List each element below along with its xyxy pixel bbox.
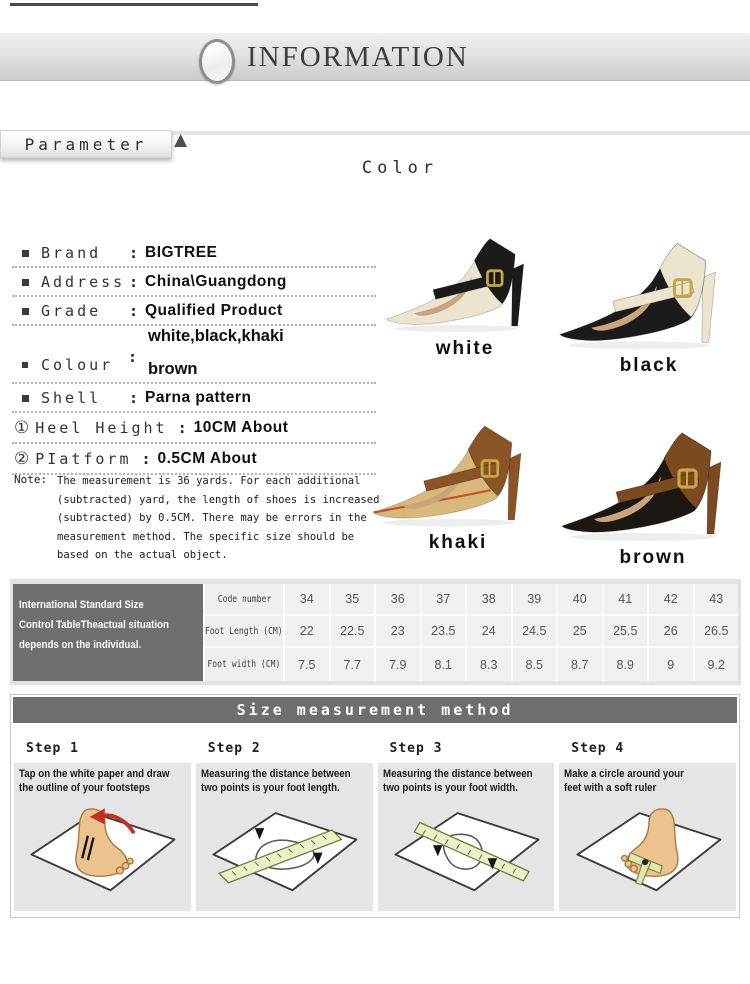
soft-ruler-illustration bbox=[568, 799, 728, 895]
method-steps bbox=[11, 741, 739, 911]
table-cell: 40 bbox=[558, 584, 602, 614]
table-cell: 25.5 bbox=[604, 616, 648, 646]
spec-value: Qualified Product bbox=[145, 302, 283, 319]
table-cell: 34 bbox=[285, 584, 329, 614]
color-section-title: Color bbox=[361, 158, 439, 178]
spec-label: Colour bbox=[41, 356, 114, 374]
spec-colon: : bbox=[128, 348, 138, 366]
method-step-4 bbox=[559, 741, 736, 911]
table-cell: 36 bbox=[376, 584, 420, 614]
row-header-foot-length: Foot Length (CM) bbox=[205, 616, 283, 646]
table-cell: 7.7 bbox=[331, 648, 375, 681]
step-title: Step 3 bbox=[389, 741, 443, 756]
spec-label: PIatform bbox=[35, 450, 132, 468]
table-cell: 7.9 bbox=[376, 648, 420, 681]
square-bullet-icon bbox=[22, 308, 29, 315]
table-cell: 41 bbox=[604, 584, 648, 614]
colour-value-line1: white,black,khaki bbox=[148, 327, 284, 345]
method-title-bar: Size measurement method bbox=[13, 697, 737, 723]
colour-value-line2: brown bbox=[148, 360, 198, 378]
table-cell: 38 bbox=[467, 584, 511, 614]
step-title: Step 4 bbox=[571, 741, 625, 756]
spec-colon: : bbox=[129, 273, 139, 291]
table-cell: 24.5 bbox=[513, 616, 557, 646]
ruler-length-illustration bbox=[204, 799, 364, 895]
top-accent-line bbox=[10, 3, 258, 6]
spec-label: Grade bbox=[41, 302, 102, 320]
shoe-illustration bbox=[370, 405, 546, 529]
shoe-photo-white bbox=[383, 219, 547, 360]
table-cell: 9.2 bbox=[695, 648, 739, 681]
note-line: based on the actual object. bbox=[57, 549, 228, 561]
spec-label: Heel Height bbox=[35, 419, 168, 437]
note-paragraph bbox=[14, 472, 394, 565]
circled-two-icon: ② bbox=[14, 449, 30, 469]
note-line: (subtracted) yard, the length of shoes is increased bbox=[57, 493, 380, 506]
step-panel bbox=[559, 763, 736, 911]
spec-value: Parna pattern bbox=[145, 389, 252, 406]
step-description: Measuring the distance between two points is your foot width. bbox=[382, 768, 533, 794]
parameter-tab bbox=[0, 130, 172, 158]
step-description: Measuring the distance between two points is your foot length. bbox=[200, 768, 351, 794]
step-title: Step 1 bbox=[26, 741, 79, 756]
square-bullet-icon bbox=[22, 279, 29, 286]
square-bullet-icon bbox=[22, 250, 29, 257]
parameter-arrow-icon bbox=[173, 134, 187, 147]
shoe-color-label: brown bbox=[619, 547, 687, 568]
size-table-intro bbox=[13, 584, 203, 681]
table-cell: 37 bbox=[422, 584, 466, 614]
table-cell: 8.9 bbox=[604, 648, 648, 681]
size-table bbox=[10, 579, 741, 685]
intro-line: International Standard Size bbox=[19, 599, 144, 611]
spec-colon: : bbox=[129, 302, 139, 320]
table-cell: 8.1 bbox=[422, 648, 466, 681]
header-title: INFORMATION bbox=[247, 41, 469, 73]
size-table-grid bbox=[13, 584, 738, 681]
spec-value: BIGTREE bbox=[145, 244, 218, 261]
spec-label: Shell bbox=[41, 389, 102, 407]
table-cell: 23.5 bbox=[422, 616, 466, 646]
row-header-foot-width: Foot width (CM) bbox=[205, 648, 283, 681]
note-line: (subtracted) by 0.5CM. There may be errors in the bbox=[57, 512, 367, 524]
oval-badge-icon bbox=[199, 39, 235, 84]
shoe-photo-black bbox=[556, 221, 742, 377]
information-header bbox=[0, 33, 750, 81]
table-cell: 8.5 bbox=[513, 648, 557, 681]
spec-row-colour bbox=[12, 326, 376, 384]
spec-colon: : bbox=[129, 244, 139, 262]
parameter-tab-label: Parameter bbox=[24, 134, 148, 154]
note-label: Note: bbox=[14, 473, 48, 486]
table-cell: 9 bbox=[649, 648, 693, 681]
shoe-illustration bbox=[383, 219, 547, 335]
step-description: Make a circle around your feet with a soft ruler bbox=[564, 768, 685, 794]
spec-value: 0.5CM About bbox=[157, 450, 258, 467]
square-bullet-icon bbox=[22, 395, 29, 402]
note-line: measurement method. The specific size should be bbox=[57, 530, 355, 543]
table-cell: 22.5 bbox=[331, 616, 375, 646]
spec-label: Address bbox=[41, 273, 126, 291]
step-panel bbox=[378, 763, 555, 911]
step-panel bbox=[14, 763, 191, 911]
table-cell: 25 bbox=[558, 616, 602, 646]
table-cell: 7.5 bbox=[285, 648, 329, 681]
note-body bbox=[57, 472, 379, 565]
spec-colon: : bbox=[129, 389, 139, 407]
shoe-illustration bbox=[558, 410, 748, 544]
spec-colon: : bbox=[141, 450, 151, 468]
spec-list bbox=[12, 239, 376, 475]
step-title: Step 2 bbox=[207, 741, 261, 756]
foot-trace-illustration bbox=[22, 799, 182, 895]
spec-label: Brand bbox=[41, 244, 102, 262]
shoe-color-label: white bbox=[435, 337, 495, 359]
size-measurement-section bbox=[10, 694, 740, 918]
square-bullet-icon bbox=[22, 362, 28, 368]
table-cell: 22 bbox=[285, 616, 329, 646]
method-step-1 bbox=[14, 741, 191, 911]
table-cell: 26.5 bbox=[695, 616, 739, 646]
method-step-3 bbox=[378, 741, 555, 911]
shoe-color-label: black bbox=[619, 355, 679, 377]
table-cell: 8.3 bbox=[467, 648, 511, 681]
table-cell: 23 bbox=[376, 616, 420, 646]
spec-row-brand bbox=[12, 239, 376, 268]
ruler-width-illustration bbox=[386, 799, 546, 895]
spec-row-shell bbox=[12, 384, 376, 413]
table-cell: 43 bbox=[695, 584, 739, 614]
step-panel bbox=[196, 763, 373, 911]
spec-row-grade bbox=[12, 297, 376, 326]
intro-line: depends on the individual. bbox=[19, 639, 142, 651]
shoe-illustration bbox=[556, 221, 742, 352]
table-cell: 42 bbox=[649, 584, 693, 614]
table-cell: 39 bbox=[513, 584, 557, 614]
row-header-code-number: Code number bbox=[205, 584, 283, 614]
table-cell: 24 bbox=[467, 616, 511, 646]
note-line: The measurement is 36 yards. For each additional bbox=[57, 475, 361, 487]
method-step-2 bbox=[196, 741, 373, 911]
shoe-color-label: khaki bbox=[428, 532, 488, 554]
spec-value: China\Guangdong bbox=[145, 273, 287, 290]
circled-one-icon: ① bbox=[14, 418, 30, 438]
table-cell: 8.7 bbox=[558, 648, 602, 681]
shoe-photo-khaki bbox=[370, 405, 546, 554]
spec-row-heel-height bbox=[12, 413, 376, 444]
spec-value: 10CM About bbox=[193, 419, 289, 436]
table-cell: 26 bbox=[649, 616, 693, 646]
shoe-photo-brown bbox=[558, 410, 748, 569]
spec-row-address bbox=[12, 268, 376, 297]
spec-row-platform bbox=[12, 444, 376, 475]
table-cell: 35 bbox=[331, 584, 375, 614]
intro-line: Control TableTheactual situation bbox=[19, 619, 169, 631]
step-description: Tap on the white paper and draw the outline of your footsteps bbox=[19, 768, 170, 794]
spec-colon: : bbox=[177, 419, 187, 437]
